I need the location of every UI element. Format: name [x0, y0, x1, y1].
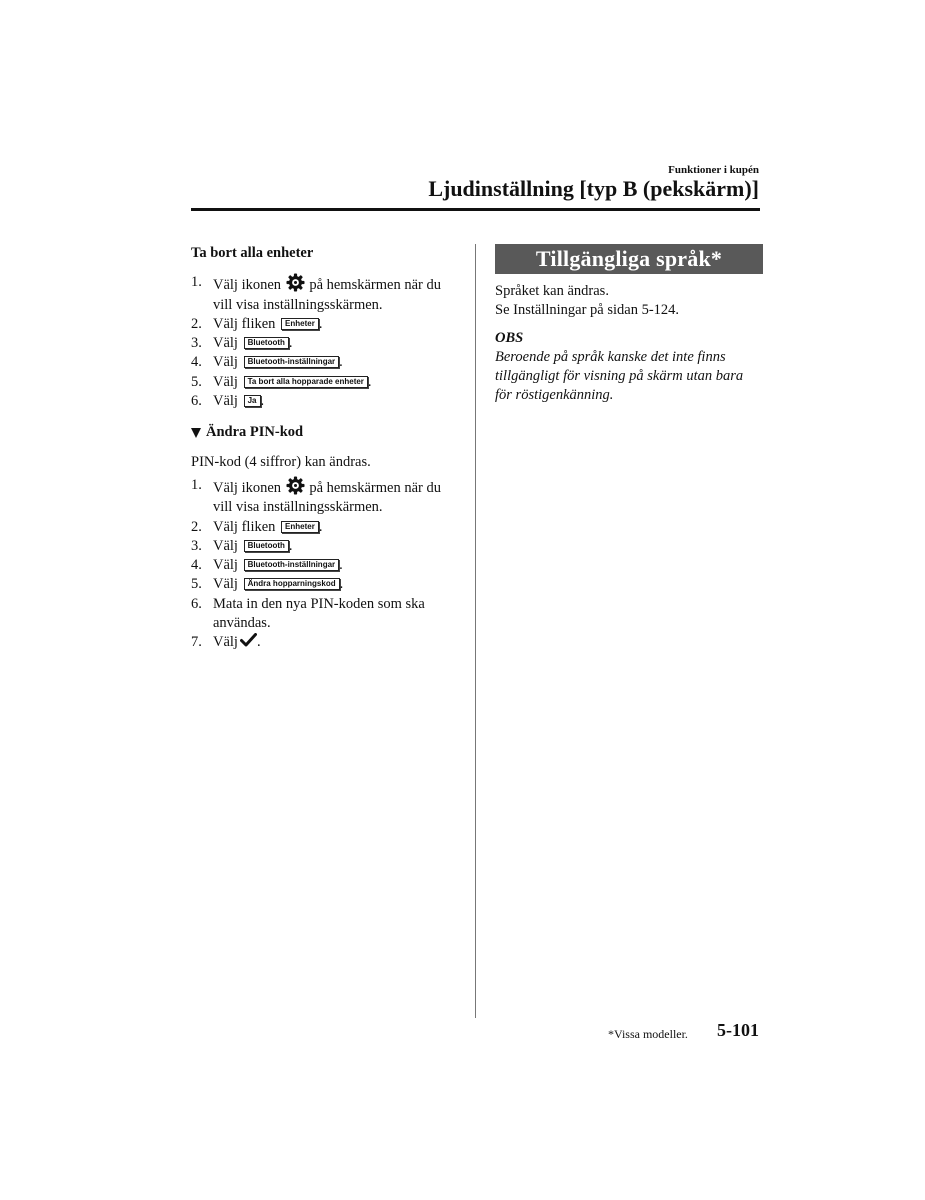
step-text [213, 537, 463, 556]
enheter-button: Enheter [281, 521, 319, 533]
step-pre-text: Välj ikonen [213, 479, 282, 496]
step-number: 2. [191, 518, 202, 535]
step-pre-text: Mata in den nya PIN-koden som ska användas. [213, 595, 425, 632]
step-pre-text: Välj [213, 335, 238, 352]
obs-label: OBS [495, 329, 524, 346]
gear-icon [286, 273, 305, 292]
page-title: Ljudinställning [typ B (pekskärm)] [428, 176, 759, 201]
step-text [213, 633, 463, 652]
step-post-text: på hemskärmen när du vill visa inställningsskärmen. [213, 479, 441, 516]
bluetooth-installningar-button: Bluetooth-inställningar [244, 559, 340, 571]
step-pre-text: Välj [213, 354, 238, 371]
step-post-text: . [339, 576, 344, 593]
step-post-text: . [288, 335, 293, 352]
step-post-text: . [339, 354, 343, 371]
step-post-text: . [256, 634, 261, 651]
triangle-bullet-icon [191, 428, 201, 438]
step-text [213, 575, 463, 594]
chapter-label: Funktioner i kupén [668, 164, 759, 176]
step-text [213, 392, 463, 411]
step-post-text: på hemskärmen när du vill visa inställningsskärmen. [213, 277, 441, 313]
step-item [191, 556, 463, 575]
step-post-text: . [318, 315, 323, 332]
step-number: 3. [191, 537, 202, 554]
step-pre-text: Välj ikonen [213, 277, 282, 294]
section-heading-change-pin [191, 423, 463, 442]
bluetooth-button: Bluetooth [244, 540, 289, 552]
step-text [213, 476, 463, 518]
step-post-text: . [318, 518, 323, 535]
change-pin-intro: PIN-kod (4 siffror) kan ändras. [191, 453, 371, 470]
step-item [191, 353, 463, 372]
left-column [191, 244, 463, 653]
footnote: *Vissa modeller. [608, 1027, 688, 1041]
obs-text: Beroende på språk kanske det inte finns tillgängligt för visning på skärm utan bara för röstigenkänning. [495, 348, 744, 404]
step-text [213, 334, 463, 353]
bluetooth-button: Bluetooth [244, 337, 289, 349]
change-pin-heading-text: Ändra PIN-kod [206, 424, 304, 441]
step-post-text: . [339, 557, 343, 574]
step-text [213, 315, 463, 334]
step-item [191, 595, 463, 634]
steps-remove-devices [191, 273, 463, 411]
step-item [191, 373, 463, 392]
step-pre-text: Välj [213, 393, 238, 410]
header-rule [191, 208, 760, 211]
step-number: 4. [191, 354, 202, 371]
steps-change-pin [191, 476, 463, 653]
step-pre-text: Välj [213, 537, 238, 554]
column-divider [475, 244, 476, 1018]
step-text [213, 595, 463, 634]
step-item [191, 537, 463, 556]
check-icon [240, 633, 257, 647]
step-number: 6. [191, 595, 202, 612]
step-number: 3. [191, 335, 202, 352]
step-item [191, 633, 463, 652]
step-text [213, 518, 463, 537]
step-item [191, 315, 463, 334]
step-pre-text: Välj [213, 373, 238, 390]
languages-banner: Tillgängliga språk* [495, 244, 763, 274]
enheter-button: Enheter [281, 318, 319, 330]
section-heading-remove-devices: Ta bort alla enheter [191, 245, 314, 261]
step-post-text: . [288, 537, 293, 554]
step-number: 1. [191, 274, 202, 291]
step-post-text: . [367, 373, 372, 390]
step-number: 4. [191, 557, 202, 574]
step-number: 5. [191, 373, 202, 390]
step-text [213, 353, 463, 372]
step-number: 7. [191, 634, 202, 651]
gear-icon [286, 476, 305, 495]
step-pre-text: Välj [213, 634, 238, 651]
step-pre-text: Välj fliken [213, 315, 276, 332]
step-number: 2. [191, 315, 202, 332]
step-pre-text: Välj fliken [213, 518, 276, 535]
step-number: 1. [191, 476, 202, 493]
bluetooth-installningar-button: Bluetooth-inställningar [244, 356, 340, 368]
right-column [495, 244, 763, 406]
step-post-text: . [260, 393, 265, 410]
step-pre-text: Välj [213, 576, 238, 593]
language-line-1: Språket kan ändras. [495, 283, 609, 299]
ta-bort-alla-hopparade-enheter-button: Ta bort alla hopparade enheter [244, 376, 368, 388]
step-text [213, 373, 463, 392]
step-item [191, 476, 463, 518]
language-line-2: Se Inställningar på sidan 5-124. [495, 302, 680, 319]
step-item [191, 334, 463, 353]
step-item [191, 575, 463, 594]
ja-button: Ja [244, 395, 261, 407]
andra-hopparningskod-button: Ändra hopparningskod [244, 578, 340, 590]
step-number: 5. [191, 576, 202, 593]
step-text [213, 556, 463, 575]
step-number: 6. [191, 393, 202, 410]
step-item [191, 273, 463, 315]
page-number: 5-101 [717, 1020, 759, 1040]
step-item [191, 392, 463, 411]
step-pre-text: Välj [213, 557, 238, 574]
step-text [213, 273, 463, 315]
step-item [191, 518, 463, 537]
